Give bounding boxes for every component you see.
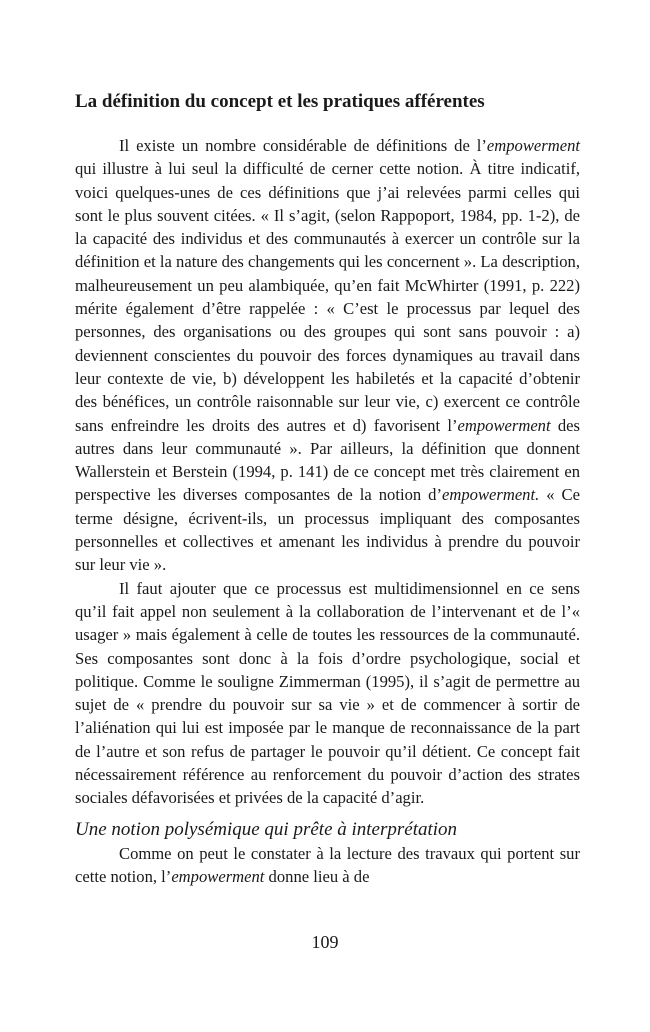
paragraph-3-text-2: donne lieu à de bbox=[264, 866, 370, 886]
page-content bbox=[75, 90, 580, 888]
page-number: 109 bbox=[311, 932, 339, 952]
paragraph-1-text-2: qui illustre à lui seul la difficulté de cerner cette notion. À titre indicatif, voici quelques-unes de ces définitions que j’ai relevées parmi celles qui sont le plus souvent citées. « Il s’agit, (selon Rappoport, 1984, pp. 1-2), de la capacité des individus et des communautés à exercer un contrôle sur la définition et la nature des changements qui les concernent ». La description, malheureusement un peu alambiquée, qu’en fait McWhirter (1991, p. 222) mérite également d’être rappelée : « C’est le processus par lequel des personnes, des organisations ou des groupes qui sont sans pouvoir : a) deviennent conscientes du pouvoir des forces dynamiques au travail dans leur contexte de vie, b) développent les habiletés et la capacité d’obtenir des bénéfices, un contrôle raisonnable sur leur vie, c) exercent ce contrôle sans enfreindre les droits des autres et d) favorisent l’ bbox=[75, 159, 580, 435]
paragraph-1-emphasis-2: empowerment bbox=[457, 415, 551, 435]
subsection-heading: Une notion polysémique qui prête à interprétation bbox=[75, 818, 458, 840]
paragraph-2: Il faut ajouter que ce processus est multidimensionnel en ce sens qu’il fait appel non seulement à la collaboration de l’intervenant et de l’« usager » mais également à celle de toutes les ressources de la communauté. Ses composantes sont donc à la fois d’ordre psychologique, social et politique. Comme le souligne Zimmerman (1995), il s’agit de permettre au sujet de « prendre du pouvoir sur sa vie » et de commencer à sortir de l’aliénation qui lui est imposée par le manque de reconnaissance de la part de l’autre et son refus de partager le pouvoir qu’il détient. Ce concept fait nécessairement référence au renforcement du pouvoir d’action des strates sociales défavorisées et privées de la capacité d’agir. bbox=[75, 578, 580, 808]
section-heading: La définition du concept et les pratiques afférentes bbox=[75, 91, 485, 112]
paragraph-1-text-3: des autres dans leur communauté ». Par ailleurs, la définition que donnent Wallerstein et Berstein (1994, p. 141) de ce concept met très clairement en perspective les diverses composantes de la notion d’ bbox=[75, 415, 580, 505]
paragraph-1-emphasis-3: empowerment. bbox=[442, 485, 540, 505]
paragraph-3 bbox=[75, 842, 580, 889]
paragraph-1-text-1: Il existe un nombre considérable de définitions de l’ bbox=[119, 136, 487, 155]
paragraph-1-emphasis-1: empowerment bbox=[486, 136, 580, 155]
paragraph-3-text-1: Comme on peut le constater à la lecture des travaux qui portent sur cette notion, l’ bbox=[75, 843, 580, 886]
paragraph-1-text-4: « Ce terme désigne, écrivent-ils, un processus impliquant des composantes personnelles et collectives et amenant les individus à prendre du pouvoir sur leur vie ». bbox=[75, 485, 580, 575]
paragraph-1 bbox=[75, 134, 580, 577]
paragraph-3-emphasis-1: empowerment bbox=[171, 866, 265, 886]
